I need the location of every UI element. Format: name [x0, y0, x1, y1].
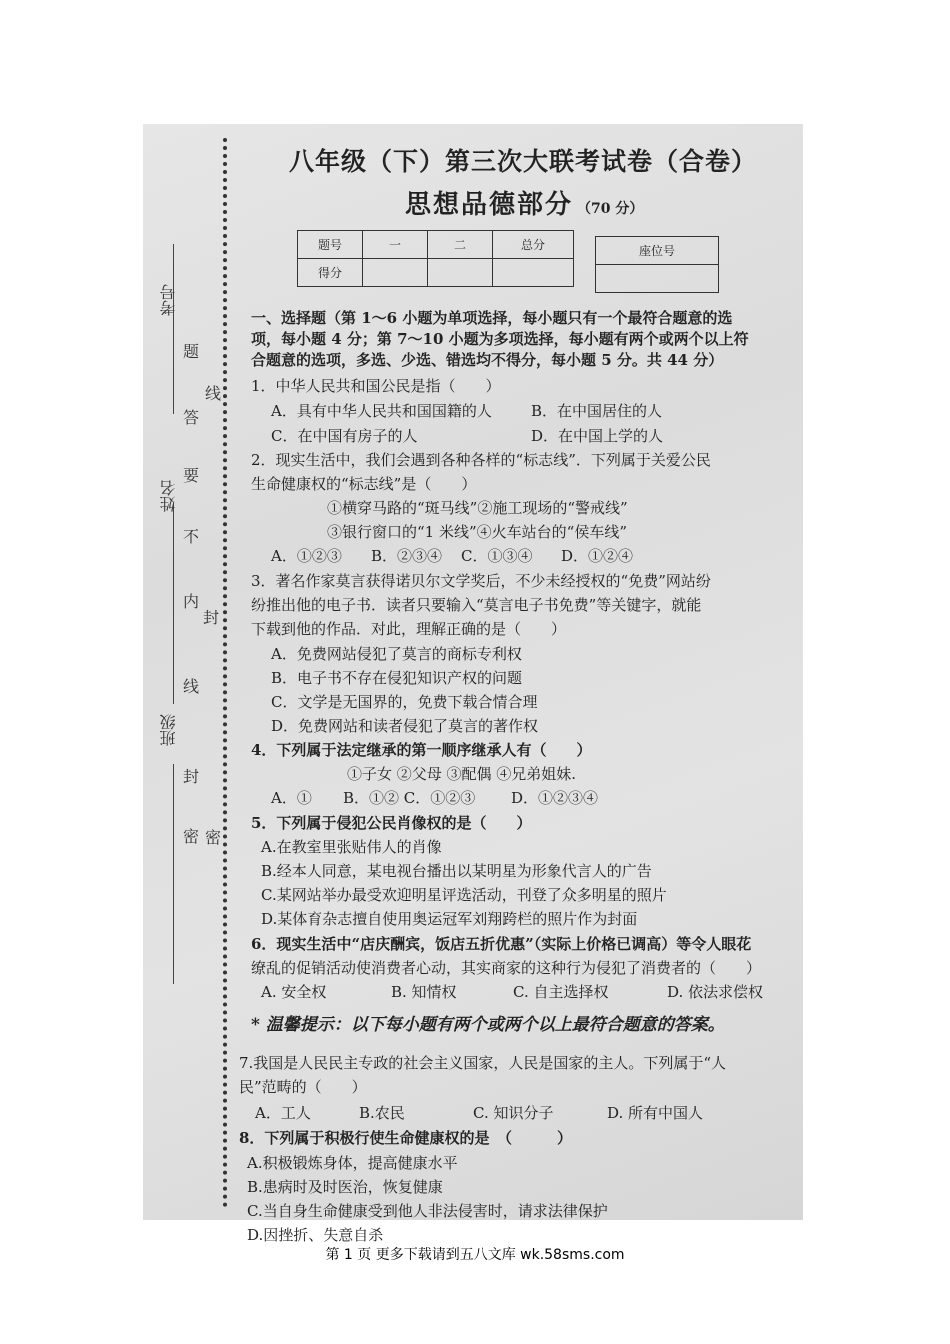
section-instruction-line-2: 项，每小题 4 分；第 7～10 小题为多项选择，每小题有两个或两个以上符	[251, 330, 749, 348]
table-cell: 得分	[298, 259, 363, 287]
question-7: 7.我国是人民民主专政的社会主义国家，人民是国家的主人。下列属于“人	[239, 1054, 726, 1072]
warn-char-4: 不	[183, 527, 200, 546]
name-label: 姓名	[159, 480, 178, 512]
id-underline	[173, 244, 174, 414]
warn-char-9: 密	[183, 827, 200, 846]
seat-table	[595, 236, 719, 293]
question-7-cont: 民”范畴的（ ）	[239, 1078, 367, 1096]
question-4: 4．下列属于法定继承的第一顺序继承人有（ ）	[251, 741, 592, 759]
class-label: 班级	[159, 714, 178, 746]
q5-option-c: C.某网站举办最受欢迎明星评选活动，刊登了众多明星的照片	[261, 886, 667, 904]
question-3: 3．著名作家莫言获得诺贝尔文学奖后，不少未经授权的“免费”网站纷	[251, 572, 711, 590]
q2-option-a: A．①②③	[271, 547, 342, 565]
q6-option-d: D. 依法求偿权	[667, 983, 764, 1001]
question-6: 6．现实生活中“店庆酬宾，饭店五折优惠”（实际上价格已调高）等令人眼花	[251, 935, 752, 953]
q2-item-1: ①横穿马路的“斑马线”②施工现场的“警戒线”	[327, 499, 628, 517]
q4-option-d: D．①②③④	[511, 789, 599, 807]
question-2-cont: 生命健康权的“标志线”是（ ）	[251, 475, 477, 493]
score-table	[297, 230, 574, 287]
q8-option-a: A.积极锻炼身体，提高健康水平	[247, 1154, 458, 1172]
warn-char-2: 答	[183, 408, 200, 427]
seat-label: 座位号	[596, 237, 719, 265]
table-cell: 一	[363, 231, 428, 259]
table-row	[596, 237, 719, 265]
seal-dotted-line	[223, 138, 227, 1208]
q7-option-b: B.农民	[359, 1104, 405, 1122]
q8-option-b: B.患病时及时医治，恢复健康	[247, 1178, 443, 1196]
q1-option-a: A．具有中华人民共和国国籍的人	[271, 402, 492, 420]
table-row	[596, 265, 719, 293]
warn-char-1: 题	[183, 342, 200, 361]
q8-option-c: C.当自身生命健康受到他人非法侵害时，请求法律保护	[247, 1202, 608, 1220]
q3-option-a: A．免费网站侵犯了莫言的商标专利权	[271, 645, 522, 663]
q8-option-d: D.因挫折、失意自杀	[247, 1226, 384, 1244]
q2-option-b: B．②③④	[371, 547, 443, 565]
table-row	[298, 259, 574, 287]
id-label: 考号	[159, 284, 178, 316]
class-underline	[173, 764, 174, 984]
seal-xian: 线	[205, 384, 222, 403]
subject-points: （70 分）	[577, 201, 644, 217]
q6-option-a: A. 安全权	[261, 983, 327, 1001]
question-2: 2．现实生活中，我们会遇到各种各样的“标志线”．下列属于关爱公民	[251, 451, 711, 469]
table-row	[298, 231, 574, 259]
q7-option-a: A．工人	[255, 1104, 311, 1122]
table-cell	[493, 259, 574, 287]
q3-option-b: B．电子书不存在侵犯知识产权的问题	[271, 669, 523, 687]
question-5: 5．下列属于侵犯公民肖像权的是（ ）	[251, 814, 532, 832]
seal-mi: 密	[205, 828, 222, 847]
q1-option-c: C．在中国有房子的人	[271, 427, 418, 445]
question-8: 8．下列属于积极行使生命健康权的是 （ ）	[239, 1129, 572, 1147]
q2-item-2: ③银行窗口的“1 米线”④火车站台的“侯车线”	[327, 523, 627, 541]
question-1: 1．中华人民共和国公民是指（ ）	[251, 377, 501, 395]
name-underline	[173, 504, 174, 704]
q7-option-d: D. 所有中国人	[607, 1104, 704, 1122]
exam-photo	[143, 124, 803, 1244]
q2-option-d: D．①②④	[561, 547, 634, 565]
q7-option-c: C. 知识分子	[473, 1104, 554, 1122]
question-3-cont-2: 下载到他的作品．对此，理解正确的是（ ）	[251, 620, 567, 638]
section-instruction-line-3: 合题意的选项，多选、少选、错选均不得分，每小题 5 分。共 44 分）	[251, 351, 724, 369]
hint-text: * 温馨提示：以下每小题有两个或两个以上最符合题意的答案。	[251, 1015, 725, 1035]
warn-char-8: 封	[183, 767, 200, 786]
warn-char-5: 内	[183, 592, 200, 611]
q4-option-a: A．①	[271, 789, 312, 807]
seat-value	[596, 265, 719, 293]
table-cell: 题号	[298, 231, 363, 259]
table-cell: 二	[428, 231, 493, 259]
question-6-cont: 缭乱的促销活动使消费者心动，其实商家的这种行为侵犯了消费者的（ ）	[251, 959, 762, 977]
subject-title	[405, 184, 643, 221]
table-cell	[363, 259, 428, 287]
q6-option-c: C. 自主选择权	[513, 983, 609, 1001]
q1-option-d: D．在中国上学的人	[531, 427, 664, 445]
q5-option-b: B.经本人同意，某电视台播出以某明星为形象代言人的广告	[261, 862, 652, 880]
warn-char-3: 要	[183, 466, 200, 485]
q2-option-c: C．①③④	[461, 547, 533, 565]
q4-option-bc: B．①② C．①②③	[343, 789, 476, 807]
q6-option-b: B. 知情权	[391, 983, 457, 1001]
question-3-cont-1: 纷推出他的电子书．读者只要输入“莫言电子书免费”等关键字，就能	[251, 596, 702, 614]
q1-option-b: B．在中国居住的人	[531, 402, 663, 420]
warn-char-7: 线	[183, 677, 200, 696]
subject-name: 思想品德部分	[405, 190, 574, 220]
q5-option-a: A.在教室里张贴伟人的肖像	[261, 838, 442, 856]
q3-option-c: C．文学是无国界的，免费下载合情合理	[271, 693, 538, 711]
table-cell: 总分	[493, 231, 574, 259]
exam-title: 八年级（下）第三次大联考试卷（合卷）	[288, 147, 757, 176]
table-cell	[428, 259, 493, 287]
q5-option-d: D.某体育杂志擅自使用奥运冠军刘翔跨栏的照片作为封面	[261, 910, 638, 928]
q3-option-d: D．免费网站和读者侵犯了莫言的著作权	[271, 717, 539, 735]
page-footer: 第 1 页 更多下载请到五八文库 wk.58sms.com	[325, 1247, 625, 1263]
warn-char-6: 封	[203, 608, 220, 627]
section-instruction-line-1: 一、选择题（第 1～6 小题为单项选择，每小题只有一个最符合题意的选	[251, 309, 733, 327]
q4-items: ①子女 ②父母 ③配偶 ④兄弟姐妹.	[347, 765, 577, 783]
